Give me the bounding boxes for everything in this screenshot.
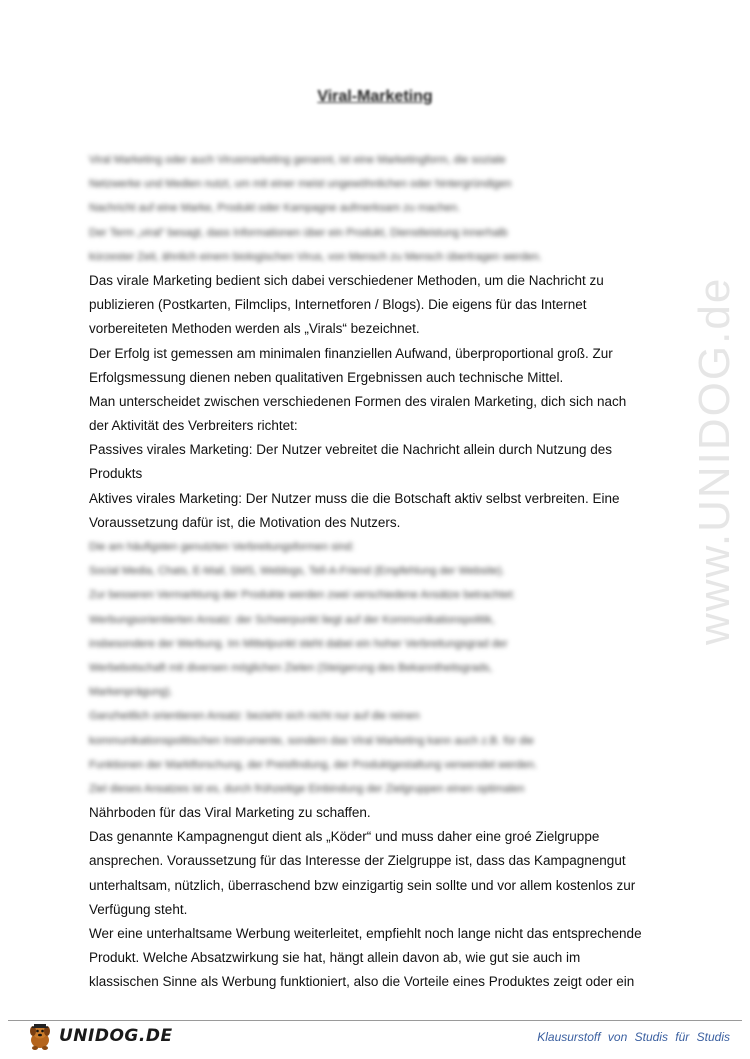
text-line: Der Erfolg ist gemessen am minimalen finanziellen Aufwand, überproportional groß. Zur [89,345,613,361]
blurred-text-line: insbesondere der Werbung. Im Mittelpunkt steht dabei ein hoher Verbreitungsgrad der [89,637,508,650]
text-line: Das virale Marketing bedient sich dabei verschiedener Methoden, um die Nachricht zu [89,272,604,288]
text-line: Produkts [89,466,143,482]
blurred-text-line: kommunikationspolitischen Instrumente, sondern das Viral Marketing kann auch z.B. für die [89,734,534,747]
logo-text: UNIDOG.DE [59,1026,173,1046]
text-line: unterhaltsam, nützlich, überraschend bzw einzigartig sein sollte und vor allem kostenlos zur [89,877,636,893]
document-title: Viral-Marketing [317,88,433,105]
text-line: klassischen Sinne als Werbung funktioniert, also die Vorteile eines Produktes zeigt oder ein [89,974,635,990]
blurred-text-line: Nachricht auf eine Marke, Produkt oder Kampagne aufmerksam zu machen. [89,202,461,215]
blurred-text-line: Ganzheitlich orientieren Ansatz: bezieht sich nicht nur auf die reinen [89,710,420,723]
document-body [89,148,669,995]
blurred-text-line: kürzester Zeit, ähnlich einem biologischen Virus, von Mensch zu Mensch übertragen werden. [89,250,542,263]
blurred-text-line: Zur besseren Vermarktung der Produkte werden zwei verschiedene Ansätze betrachtet: [89,589,516,602]
blurred-text-line: Markenprägung). [89,686,173,699]
text-line: Passives virales Marketing: Der Nutzer vebreitet die Nachricht allein durch Nutzung des [89,442,612,458]
text-line: Wer eine unterhaltsame Werbung weiterleitet, empfiehlt noch lange nicht das entsprechende [89,926,642,941]
text-line: ansprechen. Voraussetzung für das Interesse der Zielgruppe ist, dass das Kampagnengut [89,853,626,869]
blurred-text-line: Der Term „viral“ besagt, dass Informationen über ein Produkt, Dienstleistung innerhalb [89,226,508,239]
text-line: publizieren (Postkarten, Filmclips, Internetforen / Blogs). Die eigens für das Internet [89,297,587,313]
blurred-text-line: Ziel dieses Ansatzes ist es, durch frühzeitige Einbindung der Zielgruppen einen optimalen [89,782,525,795]
text-line: Nährboden für das Viral Marketing zu schaffen. [89,805,371,821]
text-line: Erfolgsmessung dienen neben qualitativen Ergebnissen auch technische Mittel. [89,369,564,385]
dog-mascot-icon [25,1021,55,1051]
text-line: Produkt. Welche Absatzwirkung sie hat, hängt allein davon ab, wie gut sie auch im [89,950,581,966]
text-line: vorbereiteten Methoden werden als „Virals“ bezeichnet. [89,321,420,337]
text-line: Voraussetzung dafür ist, die Motivation des Nutzers. [89,514,401,530]
text-line: Aktives virales Marketing: Der Nutzer muss die die Botschaft aktiv selbst verbreiten. Eine [89,490,620,506]
blurred-text-line: Social Media, Chats, E-Mail, SMS, Weblogs, Tell-A-Friend (Empfehlung der Website). [89,565,505,578]
blurred-text-line: Viral Marketing oder auch Virusmarketing genannt, ist eine Marketingform, die soziale [89,154,506,166]
footer-logo[interactable] [25,1021,173,1051]
blurred-text-line: Netzwerke und Medien nutzt, um mit einer meist ungewöhnlichen oder hintergründigen [89,178,512,191]
watermark: www.UNIDOG.de [690,276,739,645]
blurred-text-line: Werbebotschaft mit diversen möglichen Zielen (Steigerung des Bekanntheitsgrads, [89,661,493,674]
footer-tagline: Klausurstoff von Studis für Studis [537,1030,730,1044]
blurred-text-line: Funktionen der Marktforschung, der Preisfindung, der Produktgestaltung verwendet werden. [89,758,538,771]
blurred-text-line: Die am häufigsten genutzten Verbreitungsformen sind: [89,541,355,553]
text-line: Man unterscheidet zwischen verschiedenen Formen des viralen Marketing, dich sich nach [89,393,627,409]
text-line: Verfügung steht. [89,901,188,917]
text-line: der Aktivität des Verbreiters richtet: [89,418,298,434]
text-line: Das genannte Kampagnengut dient als „Köder“ und muss daher eine groé Zielgruppe [89,829,600,845]
blurred-text-line: Werbungsorientierten Ansatz: der Schwerpunkt liegt auf der Kommunikationspolitik, [89,613,495,626]
